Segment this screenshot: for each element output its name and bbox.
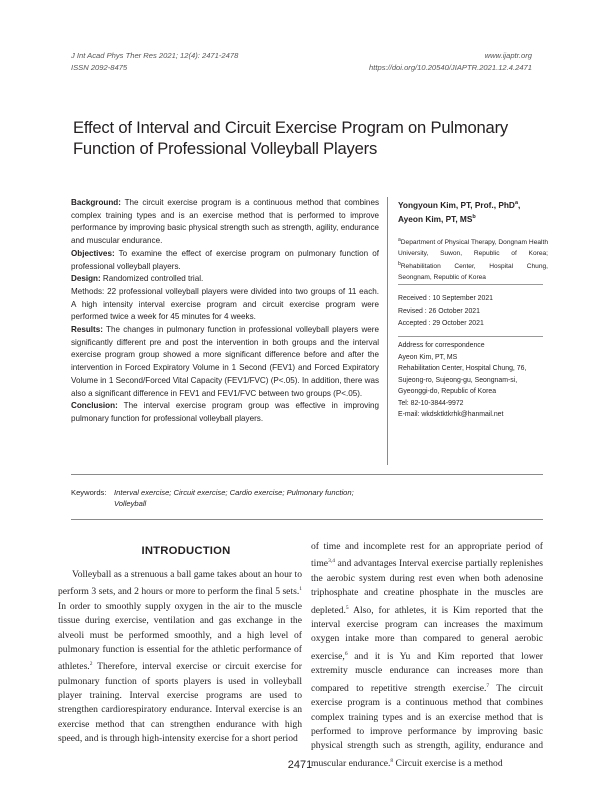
affil-b: Rehabilitation Center, Hospital Chung, Seongnam, Republic of Korea [398, 263, 548, 282]
journal-citation: J Int Acad Phys Ther Res 2021; 12(4): 2471-2478 [71, 51, 239, 60]
column-divider [387, 197, 388, 465]
background-label: Background: [71, 198, 121, 207]
design-text: Randomized controlled trial. [100, 274, 204, 284]
keywords-label: Keywords: [71, 488, 107, 497]
methods-text: 22 professional volleyball players were divided into two groups of 11 each. A high intensity interval exercise program and circuit exercise program were performed twice a week for 45 minutes for 4 weeks. [71, 286, 379, 322]
design-label: Design: [71, 274, 101, 284]
intro-paragraph-1-cont: of time and incomplete rest for an appropriate period of time$^{3,4}$ and advantages Interval exercise partially replenishes the aerobic system during rest even when both adenosine triphosphate and creatine phosphate in the muscles are depleted.$^5$ Also, for athletes, it is Kim reported that the interval exercise program can increases the maximum oxygen intake more than compared to general aerobic exercise,$^6$ and it is Yu and Kim reported that lower extremity muscle endurance can increases more than compared to repetitive strength exercise.$^7$ The circuit exercise program is a continuous method that combines complex training types and is an exercise method that is performed to improve performance by improving basic physical strength such as strength, agility, endurance and muscular endurance.$^8$ Circuit exercise is a method [311, 541, 543, 769]
objectives-label: Objectives: [71, 248, 115, 258]
abstract-background [71, 197, 379, 248]
issn: ISSN 2092-8475 [71, 63, 128, 72]
correspondence [398, 340, 548, 421]
affil-a: Department of Physical Therapy, Dongnam Health University, Suwon, Republic of Korea; [398, 239, 548, 258]
journal-header-right [369, 50, 532, 74]
doi-link[interactable]: https://doi.org/10.20540/JIAPTR.2021.12.4.2471 [369, 63, 532, 72]
objectives-text: To examine the effect of exercise program on pulmonary function of professional volleyball players. [71, 248, 379, 271]
corr-addr-1: Rehabilitation Center, Hospital Chung, 76, [398, 365, 527, 372]
page-number: 2471 [287, 759, 313, 771]
affil-divider [398, 284, 543, 285]
received-date: Received : 10 September 2021 [398, 295, 493, 302]
corr-tel: Tel: 82-10-3844-9972 [398, 399, 464, 407]
journal-header-left [71, 50, 238, 74]
article-dates [398, 293, 548, 331]
abstract-results [71, 324, 379, 400]
dates-divider [398, 336, 543, 337]
abstract [71, 197, 379, 426]
conclusion-label: Conclusion: [71, 401, 118, 411]
conclusion-text: The interval exercise program group was effective in improving pulmonary function for professional volleyball players. [71, 401, 379, 423]
affiliations [398, 235, 548, 283]
abstract-bottom-rule [71, 474, 543, 475]
article-title: Effect of Interval and Circuit Exercise Program on Pulmonary Function of Professional Volleyball Players [73, 118, 508, 158]
intro-paragraph-1: Volleyball as a strenuous a ball game takes about an hour to perform 3 sets, and 2 hours or more to perform the final 5 sets.$^1$ In order to smoothly supply oxygen in the air to the muscle tissue during exercise, ventilation and gas exchange in the alveoli must be performed smoothly, and a high level of pulmonary function is essential for the athletic performance of athletes.$^2$ Therefore, interval exercise or circuit exercise for pulmonary function of sports players is used in volleyball player training. Interval exercise programs are used to strengthen cardiorespiratory endurance. Interval exercise is an exercise method that can strengthen endurance with high speed, and is through high-intensity exercise for a short period [58, 569, 302, 745]
abstract-design [71, 273, 379, 286]
affil-a-mark: a [398, 237, 401, 243]
corr-addr-2: Sujeong-ro, Sujeong-gu, Seongnam-si, [398, 376, 518, 384]
keywords [71, 487, 379, 509]
section-heading-introduction: INTRODUCTION [141, 545, 231, 557]
results-text: The changes in pulmonary function in professional volleyball players were significantly different pre and post the intervention in both groups and the interval exercise program group showed a more significant difference before and after the intervention in Forced Expiratory Volume in 1 Second (FEV1) and Forced Expiratory Volume in 1 Second/Forced Vital Capacity (FEV1/FVC) (P<.05). In addition, there was also a significant difference in FEV1 and FEV1/FVC between two groups (P<.05). [71, 325, 379, 398]
methods-label: Methods: [71, 286, 105, 296]
body-column-2 [311, 540, 543, 771]
abstract-methods [71, 286, 379, 324]
results-label: Results: [71, 325, 103, 335]
abstract-conclusion [71, 400, 379, 425]
corr-name: Ayeon Kim, PT, MS [398, 353, 458, 361]
corr-email[interactable]: E-mail: wkdsktktkrhk@hanmail.net [398, 411, 504, 418]
affil-b-mark: b [398, 261, 401, 268]
journal-website[interactable]: www.ijaptr.org [484, 51, 532, 60]
author-list [398, 197, 548, 226]
background-text: The circuit exercise program is a continuous method that combines complex training types and is an exercise method that is performed to improve performance by improving basic physical strength such as strength, agility, endurance and muscular endurance. [71, 198, 379, 246]
corr-heading: Address for correspondence [398, 342, 485, 349]
accepted-date: Accepted : 29 October 2021 [398, 320, 484, 328]
revised-date: Revised : 26 October 2021 [398, 307, 480, 315]
keywords-bottom-rule [71, 519, 543, 520]
abstract-objectives [71, 248, 379, 273]
corr-addr-3: Gyeonggi-do, Republic of Korea [398, 388, 497, 395]
author-1: Yongyoun Kim, PT, Prof., PhD$^a$, [398, 199, 521, 210]
author-2: Ayeon Kim, PT, $MS^b$ [398, 214, 476, 225]
body-column-1 [58, 568, 302, 747]
keywords-text: Interval exercise; Circuit exercise; Cardio exercise; Pulmonary function; Volleyball [114, 488, 354, 509]
